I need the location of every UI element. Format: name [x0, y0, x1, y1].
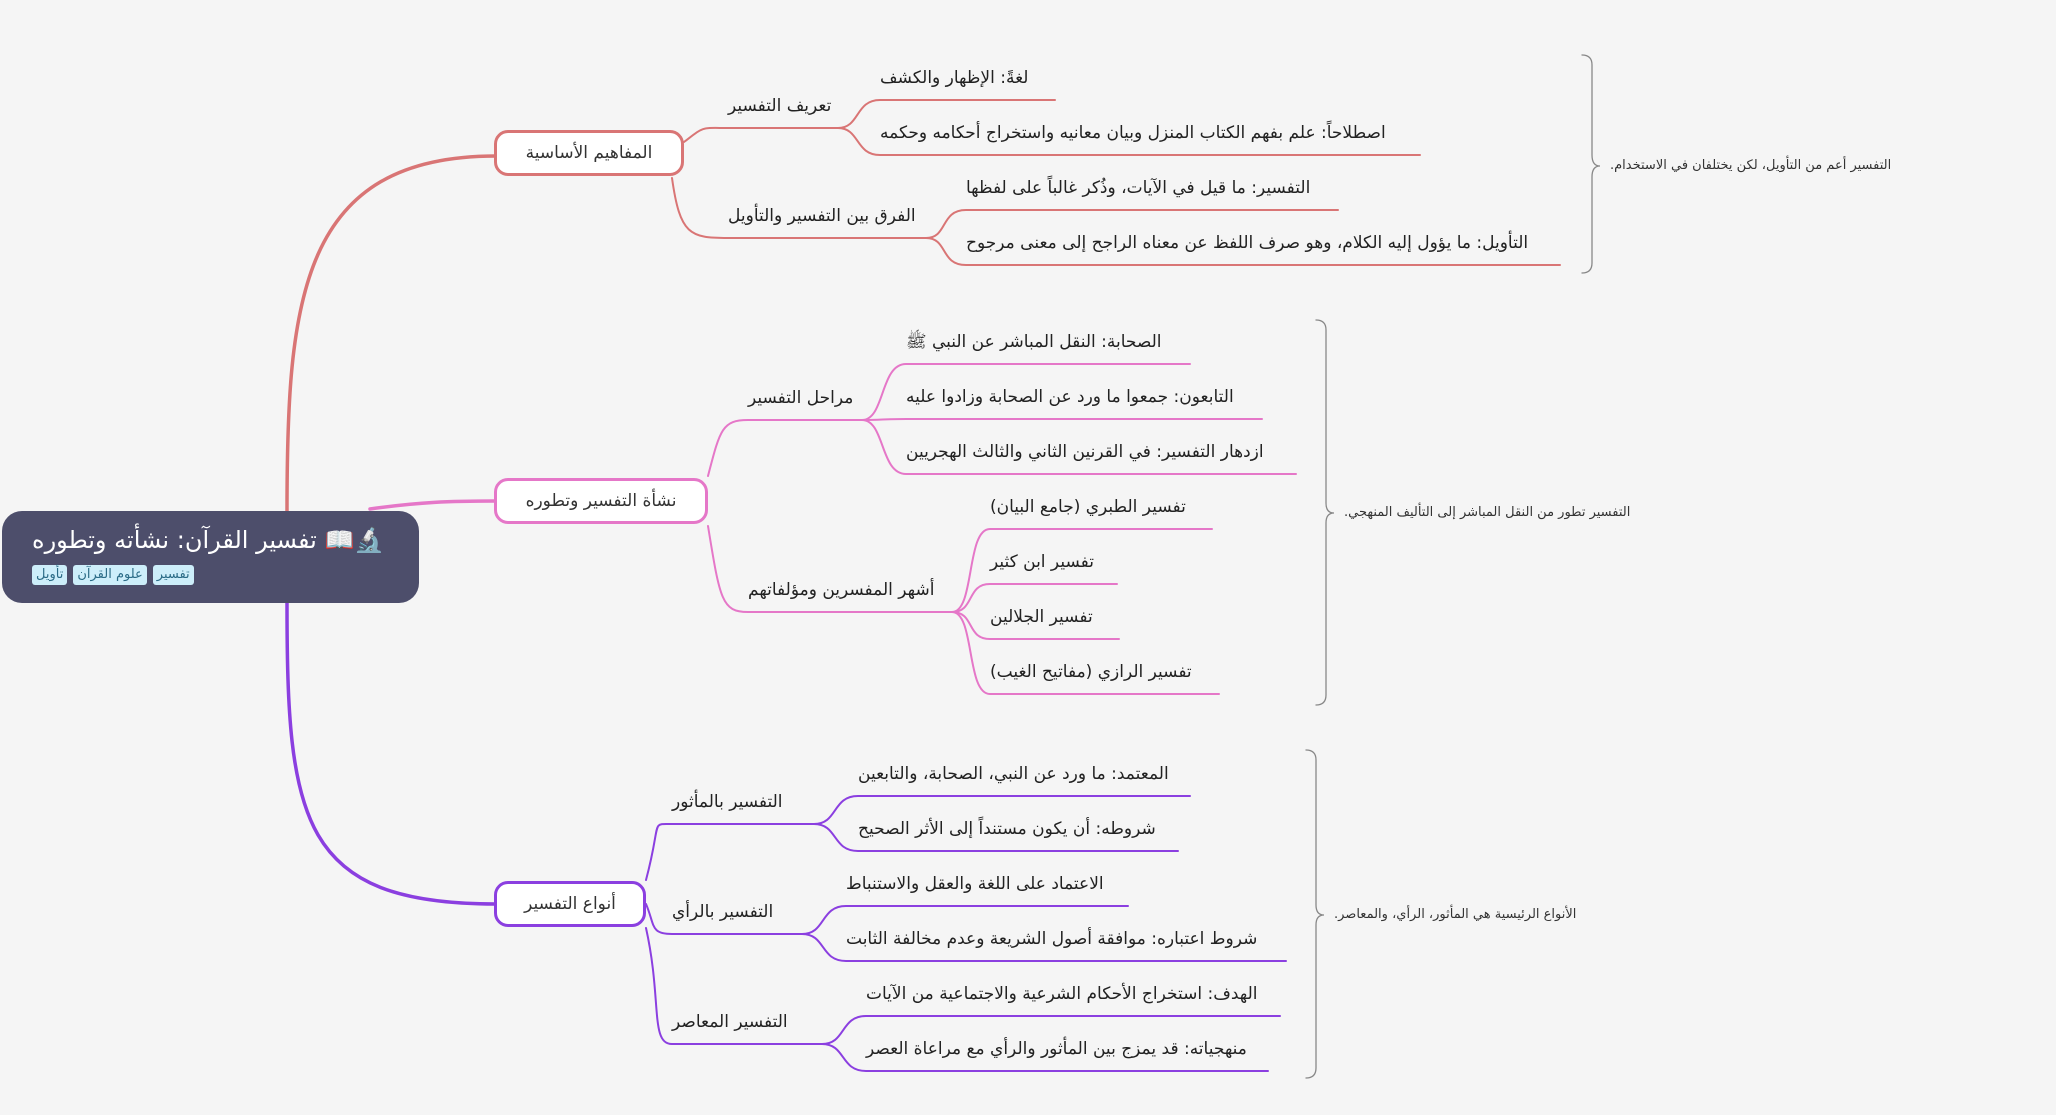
summary-branch-3: الأنواع الرئيسية هي المأثور، الرأي، والمعاصر. — [1334, 907, 1577, 922]
sub-contemporary[interactable]: التفسير المعاصر — [672, 1012, 788, 1032]
tag-taweel: تأويل — [32, 565, 67, 585]
sub-definition[interactable]: تعريف التفسير — [728, 96, 832, 116]
link-root-branch-2 — [370, 501, 496, 509]
tag-uloom-quran: علوم القرآن — [73, 565, 146, 585]
root-title: 🔬📖 تفسير القرآن: نشأته وتطوره — [32, 526, 385, 554]
leaf-ray-conditions[interactable]: شروط اعتباره: موافقة أصول الشريعة وعدم مخالفة الثابت — [846, 929, 1258, 949]
leaf-ibn-kathir[interactable]: تفسير ابن كثير — [990, 552, 1094, 572]
tag-tafsir: تفسير — [153, 565, 194, 585]
leaf-tafsir-def[interactable]: التفسير: ما قيل في الآيات، وذُكر غالباً على لفظها — [966, 178, 1311, 198]
leaf-flourishing[interactable]: ازدهار التفسير: في القرنين الثاني والثالث الهجريين — [906, 442, 1264, 462]
leaf-jalalayn[interactable]: تفسير الجلالين — [990, 607, 1093, 627]
leaf-razi[interactable]: تفسير الرازي (مفاتيح الغيب) — [990, 662, 1192, 682]
leaf-ray-reliance[interactable]: الاعتماد على اللغة والعقل والاستنباط — [846, 874, 1104, 894]
branch-types[interactable]: أنواع التفسير — [494, 881, 646, 927]
bracket-1 — [1582, 55, 1600, 273]
bracket-3 — [1306, 750, 1324, 1078]
leaf-linguistic[interactable]: لغةً: الإظهار والكشف — [880, 68, 1029, 88]
leaf-taweel-def[interactable]: التأويل: ما يؤول إليه الكلام، وهو صرف اللفظ عن معناه الراجح إلى معنى مرجوح — [966, 233, 1529, 253]
link-root-branch-3 — [287, 603, 496, 904]
sub-difference[interactable]: الفرق بين التفسير والتأويل — [728, 206, 916, 226]
leaf-tabari[interactable]: تفسير الطبري (جامع البيان) — [990, 497, 1186, 517]
branch-basic-concepts[interactable]: المفاهيم الأساسية — [494, 130, 684, 176]
root-tags — [32, 565, 389, 585]
leaf-technical[interactable]: اصطلاحاً: علم بفهم الكتاب المنزل وبيان معانيه واستخراج أحكامه وحكمه — [880, 123, 1386, 143]
sub-stages[interactable]: مراحل التفسير — [748, 388, 854, 408]
leaf-contemporary-methods[interactable]: منهجياته: قد يمزج بين المأثور والرأي مع مراعاة العصر — [866, 1039, 1247, 1059]
leaf-tabiun[interactable]: التابعون: جمعوا ما ورد عن الصحابة وزادوا عليه — [906, 387, 1234, 407]
leaf-contemporary-goal[interactable]: الهدف: استخراج الأحكام الشرعية والاجتماعية من الآيات — [866, 984, 1258, 1004]
link-root-branch-1 — [287, 156, 496, 511]
summary-branch-1: التفسير أعم من التأويل، لكن يختلفان في الاستخدام. — [1610, 158, 1892, 173]
summary-branch-2: التفسير تطور من النقل المباشر إلى التأليف المنهجي. — [1344, 505, 1631, 520]
branch-origin-development[interactable]: نشأة التفسير وتطوره — [494, 478, 708, 524]
leaf-mathur-reliance[interactable]: المعتمد: ما ورد عن النبي، الصحابة، والتابعين — [858, 764, 1169, 784]
leaf-mathur-conditions[interactable]: شروطه: أن يكون مستنداً إلى الأثر الصحيح — [858, 819, 1156, 839]
root-node[interactable] — [2, 511, 419, 603]
leaf-sahaba[interactable]: الصحابة: النقل المباشر عن النبي ﷺ — [906, 332, 1162, 352]
sub-famous-mufassirun[interactable]: أشهر المفسرين ومؤلفاتهم — [748, 580, 935, 600]
sub-ray[interactable]: التفسير بالرأي — [672, 902, 774, 922]
sub-mathur[interactable]: التفسير بالمأثور — [672, 792, 783, 812]
bracket-2 — [1316, 320, 1334, 705]
